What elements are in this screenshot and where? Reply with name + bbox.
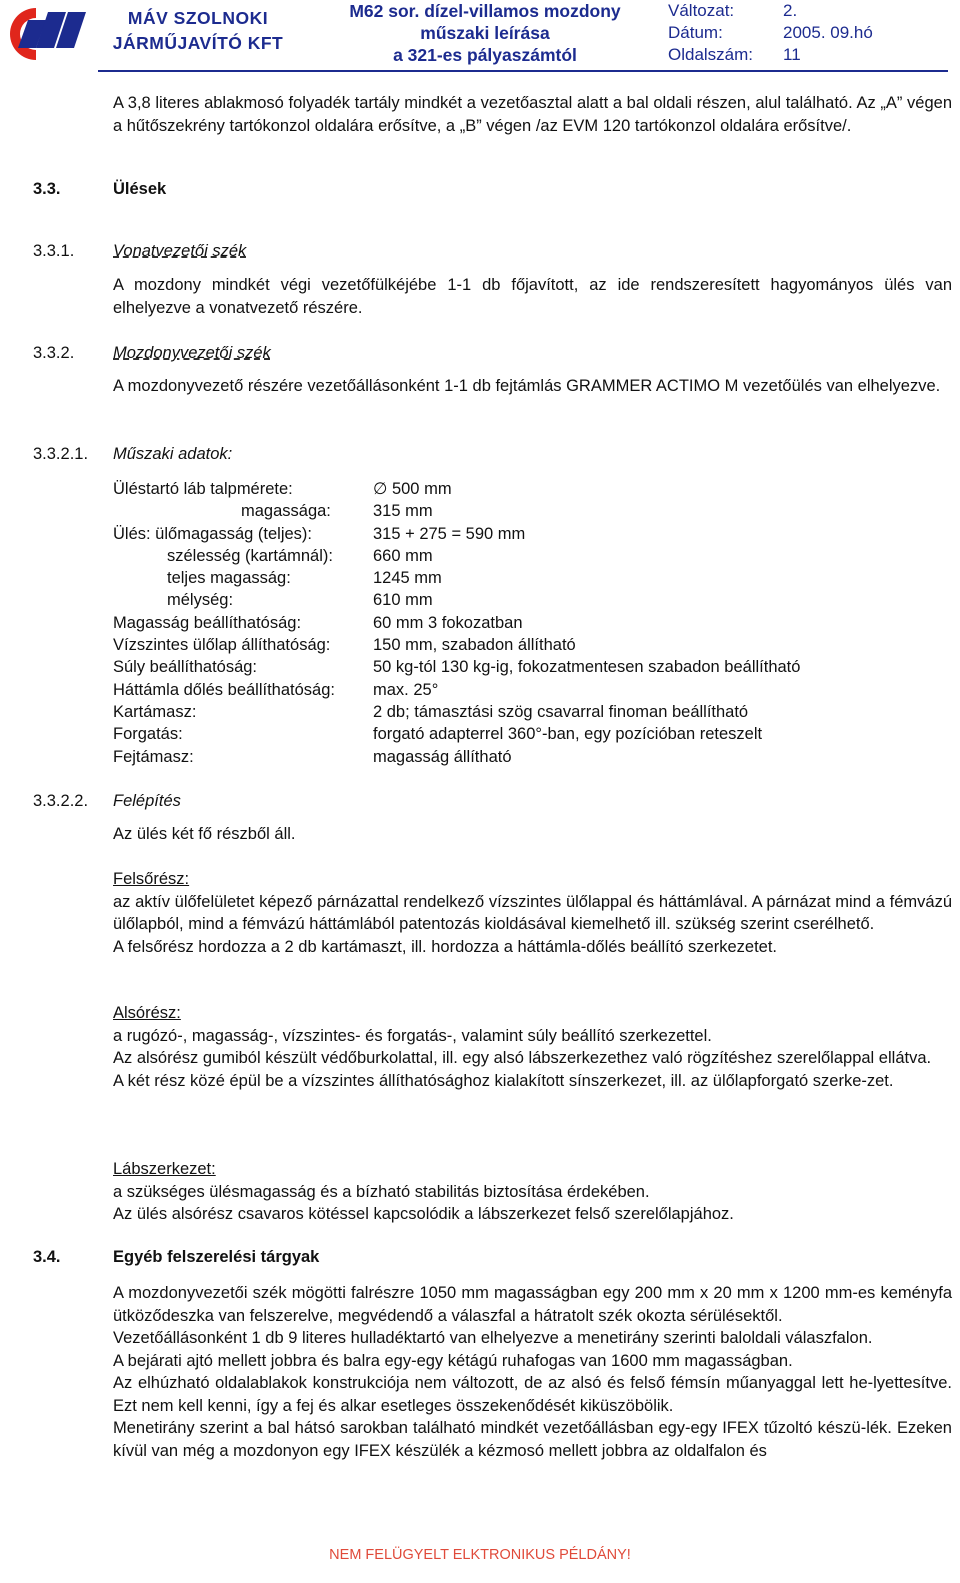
spec-value: 315 mm bbox=[373, 502, 433, 521]
spec-label: Kartámasz: bbox=[113, 702, 197, 721]
section-3-4-p1: A mozdonyvezetői szék mögötti falrészre 1050 mm magasságban egy 200 mm x 20 mm x 1200 mm-es keményfa ütköződeszka van felszerelve, megvédendő a válaszfal a hátratolt szék okozta sérülésektől. bbox=[113, 1284, 952, 1325]
spec-value: 1245 mm bbox=[373, 569, 442, 588]
spec-label: Háttámla dőlés beállíthatóság: bbox=[113, 680, 335, 699]
page-value: 11 bbox=[783, 45, 801, 64]
intro-paragraph: A 3,8 literes ablakmosó folyadék tartály mindkét a vezetőasztal alatt a bal oldali részen, alul található. Az „A” végen a hűtőszekrény tartókonzol oldalára erősítve, a „B” végen /az EVM 120 tartókonzol oldalára erősítve/. bbox=[113, 94, 952, 135]
upper-part-title: Felsőrész: bbox=[113, 870, 190, 888]
document-title bbox=[340, 0, 630, 66]
spec-value: magasság állítható bbox=[373, 747, 512, 766]
page-header bbox=[0, 0, 960, 70]
spec-row bbox=[113, 634, 800, 656]
spec-value: 50 kg-tól 130 kg-ig, fokozatmentesen szabadon beállítható bbox=[373, 658, 801, 677]
spec-label: magassága: bbox=[241, 502, 331, 521]
spec-row bbox=[113, 589, 800, 611]
section-3-4-p4: Az elhúzható oldalablakok konstrukciója nem változott, de az alsó és felső fémsín műanyaggal lett he-lyettesítve. Ezt nem kell kenni, így a fej és alkar esetleges összekenődését kiküszöbölik. bbox=[113, 1374, 952, 1415]
section-3-3-2-number: 3.3.2. bbox=[33, 344, 75, 362]
spec-row bbox=[113, 701, 800, 723]
spec-label: szélesség (kartámnál): bbox=[167, 546, 333, 565]
version-value: 2. bbox=[783, 1, 798, 20]
section-3-3-2-2-intro: Az ülés két fő részből áll. bbox=[113, 825, 296, 843]
company-logo-icon bbox=[6, 2, 96, 64]
spec-label: Üléstartó láb talpmérete: bbox=[113, 480, 293, 498]
section-3-3-number: 3.3. bbox=[33, 180, 61, 198]
spec-label: Fejtámasz: bbox=[113, 747, 194, 766]
spec-label: mélység: bbox=[167, 591, 234, 610]
section-3-4-p2: Vezetőállásonként 1 db 9 literes hulladéktartó van elhelyezve a menetirány szerinti baloldali válaszfalon. bbox=[113, 1329, 873, 1347]
spec-row bbox=[113, 612, 800, 634]
section-3-4-number: 3.4. bbox=[33, 1248, 61, 1266]
lower-part-title: Alsórész: bbox=[113, 1004, 181, 1022]
spec-label: Forgatás: bbox=[113, 725, 183, 744]
spec-row bbox=[113, 746, 800, 768]
header-divider bbox=[98, 70, 948, 72]
spec-row bbox=[113, 567, 800, 589]
section-3-4-title: Egyéb felszerelési tárgyak bbox=[113, 1248, 320, 1266]
leg-p2: Az ülés alsórész csavaros kötéssel kapcsolódik a lábszerkezet felső szerelőlapjához. bbox=[113, 1205, 734, 1223]
date-label: Dátum: bbox=[668, 23, 723, 42]
spec-row bbox=[113, 723, 800, 745]
section-3-4-p5: Menetirány szerint a bal hátsó sarokban található mindkét vezetőállásban egy-egy IFEX tűzoltó készü-lék. Ezeken kívül van még a mozdonyon egy IFEX készülék a kézmosó mellett jobbra az oldalfalon és bbox=[113, 1419, 952, 1460]
spec-table bbox=[113, 478, 800, 768]
upper-part-section bbox=[113, 868, 952, 958]
section-3-3-2-2-title: Felépítés bbox=[113, 792, 181, 810]
spec-label: Magasság beállíthatóság: bbox=[113, 613, 302, 632]
section-3-3-2-1-title: Műszaki adatok: bbox=[113, 445, 233, 463]
date-value: 2005. 09.hó bbox=[783, 23, 873, 42]
section-3-3-2-1-number: 3.3.2.1. bbox=[33, 445, 89, 463]
lower-part-p3: A két rész közé épül be a vízszintes állíthatósághoz kialakított sínszerkezet, ill. az ülőlapforgató szerke-zet. bbox=[113, 1071, 894, 1090]
upper-part-p1: az aktív ülőfelületet képező párnázattal rendelkező vízszintes ülőlappal és háttámlával. A párnázat mind a fémvázú ülőlapból, mind a fémvázú háttámlából patentozás kioldásával kiemelhető ill. szükség szerint cserélhető. bbox=[113, 892, 952, 933]
section-3-3-title: Ülések bbox=[113, 180, 167, 198]
lower-part-p2: Az alsórész gumiból készült védőburkolattal, ill. egy alsó lábszerkezethez való rögzítéshez szerelőlappal ellátva. bbox=[113, 1049, 932, 1067]
title-line-2: műszaki leírása bbox=[420, 23, 550, 43]
page-label: Oldalszám: bbox=[668, 45, 754, 64]
spec-row bbox=[113, 478, 800, 500]
section-3-4-body bbox=[113, 1282, 952, 1462]
spec-value: 150 mm, szabadon állítható bbox=[373, 636, 576, 655]
title-line-1: M62 sor. dízel-villamos mozdony bbox=[349, 1, 621, 21]
version-label: Változat: bbox=[668, 1, 735, 20]
spec-label: Súly beállíthatóság: bbox=[113, 658, 258, 677]
section-3-3-1-title: Vonatvezetői szék bbox=[113, 242, 247, 260]
section-3-3-2-title: Mozdonyvezetői szék bbox=[113, 344, 271, 362]
section-3-3-1-text: A mozdony mindkét végi vezetőfülkéjébe 1-1 db főjavított, az ide rendszeresített hagyományos ülés van elhelyezve a vonatvezető részére. bbox=[113, 276, 952, 317]
company-line-2: JÁRMŰJAVÍTÓ KFT bbox=[112, 33, 284, 53]
spec-label: Ülés: ülőmagasság (teljes): bbox=[113, 524, 312, 543]
section-3-3-2-text: A mozdonyvezető részére vezetőállásonként 1-1 db fejtámlás GRAMMER ACTIMO M vezetőülés van elhelyezve. bbox=[113, 377, 941, 395]
company-line-1: MÁV SZOLNOKI bbox=[127, 8, 269, 28]
spec-value: 660 mm bbox=[373, 546, 433, 565]
uncontrolled-copy-notice: NEM FELÜGYELT ELKTRONIKUS PÉLDÁNY! bbox=[329, 1547, 631, 1563]
version-row bbox=[668, 0, 873, 22]
lower-part-p1: a rugózó-, magasság-, vízszintes- és forgatás-, valamint súly beállító szerkezettel. bbox=[113, 1026, 712, 1045]
leg-title: Lábszerkezet: bbox=[113, 1160, 216, 1178]
spec-value: max. 25° bbox=[373, 680, 439, 699]
section-3-3-2-2-number: 3.3.2.2. bbox=[33, 792, 89, 810]
date-row bbox=[668, 22, 873, 44]
spec-label: teljes magasság: bbox=[167, 569, 291, 588]
spec-value: 610 mm bbox=[373, 591, 433, 610]
lower-part-section bbox=[113, 1002, 952, 1092]
spec-row bbox=[113, 656, 800, 678]
section-3-3-1-number: 3.3.1. bbox=[33, 242, 75, 260]
spec-row bbox=[113, 500, 800, 522]
spec-value: 2 db; támasztási szög csavarral finoman beállítható bbox=[373, 702, 749, 721]
leg-section bbox=[113, 1158, 952, 1226]
spec-row bbox=[113, 523, 800, 545]
company-name bbox=[98, 6, 298, 56]
spec-value: forgató adapterrel 360°-ban, egy pozícióban reteszelt bbox=[373, 725, 763, 744]
leg-p1: a szükséges ülésmagasság és a bízható stabilitás biztosítása érdekében. bbox=[113, 1182, 650, 1201]
document-meta bbox=[668, 0, 873, 66]
spec-row bbox=[113, 545, 800, 567]
section-3-4-p3: A bejárati ajtó mellett jobbra és balra egy-egy kétágú ruhafogas van 1600 mm magasságban. bbox=[113, 1351, 793, 1370]
page-row bbox=[668, 44, 873, 66]
title-line-3: a 321-es pályaszámtól bbox=[393, 45, 577, 65]
upper-part-p2: A felsőrész hordozza a 2 db kartámaszt, ill. hordozza a háttámla-dőlés beállító szerkezetet. bbox=[113, 937, 778, 956]
spec-row bbox=[113, 679, 800, 701]
spec-label: Vízszintes ülőlap állíthatóság: bbox=[113, 636, 331, 655]
spec-value: 60 mm 3 fokozatban bbox=[373, 613, 523, 632]
spec-value: ∅ 500 mm bbox=[373, 480, 452, 498]
spec-value: 315 + 275 = 590 mm bbox=[373, 524, 526, 543]
